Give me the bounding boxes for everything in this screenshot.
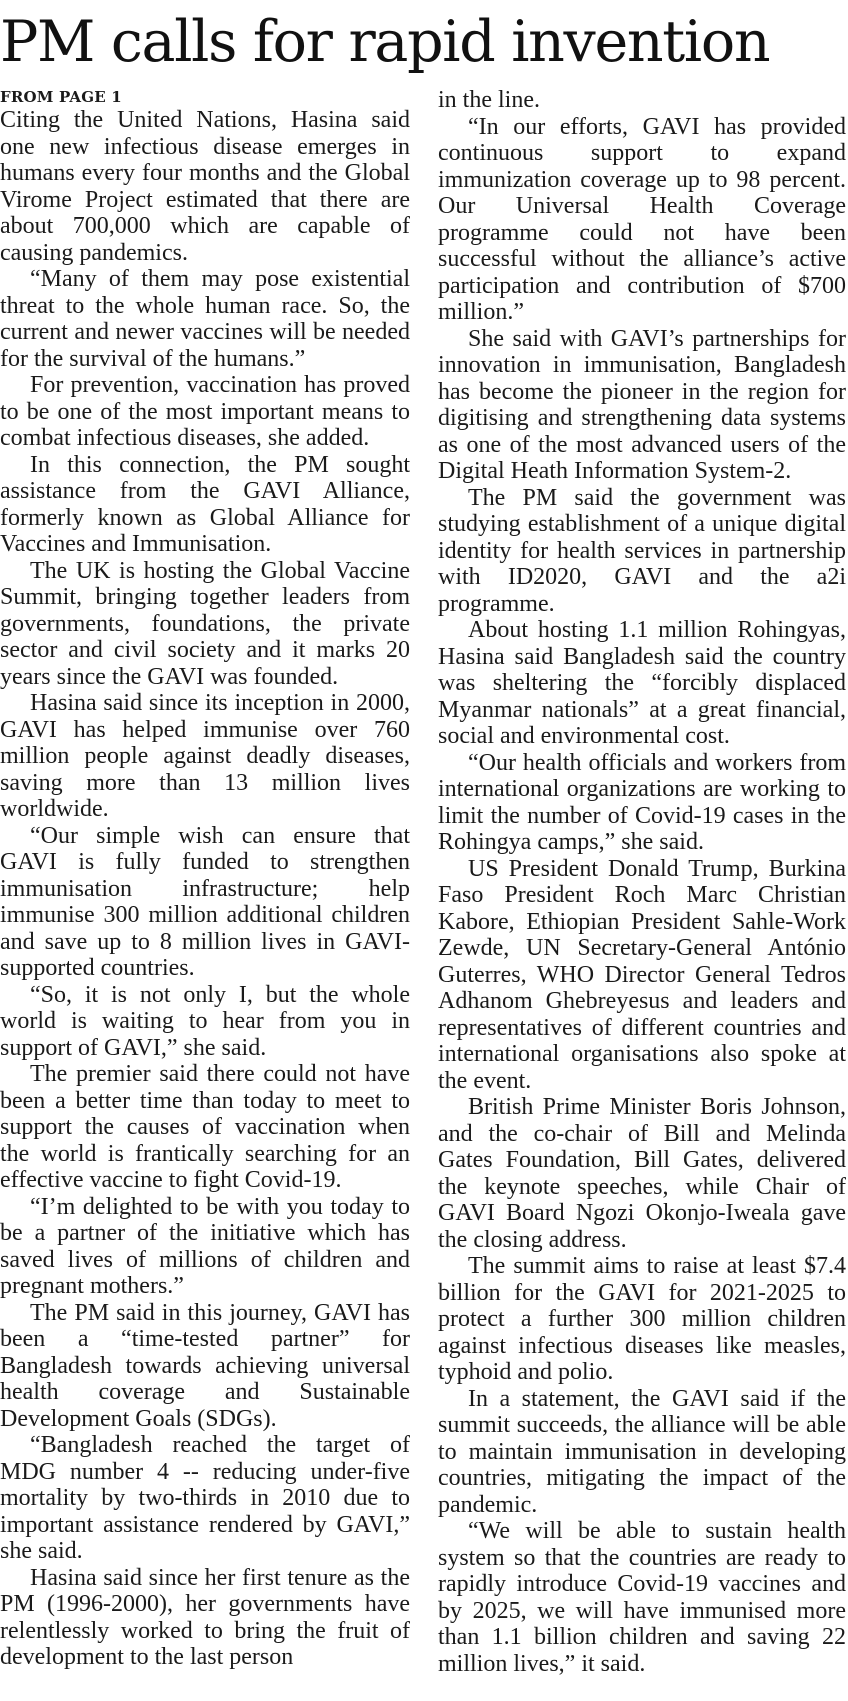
paragraph: Hasina said since its inception in 2000, GAVI has helped immunise over 760 million people against deadly diseases, saving more than 13 million lives worldwide. (0, 690, 410, 822)
paragraph: “In our efforts, GAVI has provided continuous support to expand immunization coverage up to 98 percent. Our Universal Health Coverage programme could not have been successful without the alliance’s active participation and contribution of $700 million.” (438, 113, 846, 325)
paragraph: “I’m delighted to be with you today to be a partner of the initiative which has saved lives of millions of children and pregnant mothers.” (0, 1193, 410, 1299)
paragraph: “Our health officials and workers from international organizations are working to limit the number of Covid-19 cases in the Rohingya camps,” she said. (438, 749, 846, 855)
paragraph: Hasina said since her first tenure as the PM (1996-2000), her governments have relentlessly worked to bring the fruit of development to the last person (0, 1564, 410, 1670)
paragraph: “We will be able to sustain health system so that the countries are ready to rapidly introduce Covid-19 vaccines and by 2025, we will have immunised more than 1.1 billion children and saving 22 million lives,” it said. (438, 1518, 846, 1677)
paragraph: British Prime Minister Boris Johnson, and the co-chair of Bill and Melinda Gates Foundation, Bill Gates, delivered the keynote speeches, while Chair of GAVI Board Ngozi Okonjo-Iweala gave the closing address. (438, 1094, 846, 1253)
continuation-line: in the line. (438, 87, 540, 113)
paragraph: “So, it is not only I, but the whole world is waiting to hear from you in support of GAVI,” she said. (0, 981, 410, 1061)
paragraph: “Our simple wish can ensure that GAVI is fully funded to strengthen immunisation infrastructure; help immunise 300 million additional children and save up to 8 million lives in GAVI-supported countries. (0, 822, 410, 981)
from-page-kicker: FROM PAGE 1 (0, 88, 122, 106)
paragraph: The PM said the government was studying establishment of a unique digital identity for health services in partnership with ID2020, GAVI and the a2i programme. (438, 484, 846, 617)
paragraph: In this connection, the PM sought assistance from the GAVI Alliance, formerly known as Global Alliance for Vaccines and Immunisation. (0, 451, 410, 557)
paragraph: “Bangladesh reached the target of MDG number 4 -- reducing under-five mortality by two-thirds in 2010 due to important assistance rendered by GAVI,” she said. (0, 1432, 410, 1564)
article-column-right (438, 87, 846, 1701)
article-column-left (0, 87, 410, 1701)
paragraph: The summit aims to raise at least $7.4 billion for the GAVI for 2021-2025 to protect a further 300 million children against infectious diseases like measles, typhoid and polio. (438, 1253, 846, 1385)
paragraph: “Many of them may pose existential threat to the whole human race. So, the current and newer vaccines will be needed for the survival of the humans.” (0, 266, 410, 372)
paragraph: The UK is hosting the Global Vaccine Summit, bringing together leaders from governments, foundations, the private sector and civil society and it marks 20 years since the GAVI was founded. (0, 557, 410, 690)
paragraph: In a statement, the GAVI said if the summit succeeds, the alliance will be able to maintain immunisation in developing countries, mitigating the impact of the pandemic. (438, 1385, 846, 1518)
paragraph: About hosting 1.1 million Rohingyas, Hasina said Bangladesh said the country was sheltering the “forcibly displaced Myanmar nationals” at a great financial, social and environmental cost. (438, 617, 846, 749)
paragraph: She said with GAVI’s partnerships for innovation in immunisation, Bangladesh has become the pioneer in the region for digitising and strengthening data systems as one of the most advanced users of the Digital Heath Information System-2. (438, 325, 846, 484)
paragraph: Citing the United Nations, Hasina said one new infectious disease emerges in humans every four months and the Global Virome Project estimated that there are about 700,000 which are capable of causing pandemics. (0, 107, 410, 266)
headline: PM calls for rapid invention (0, 9, 770, 75)
paragraph: The premier said there could not have been a better time than today to meet to support the causes of vaccination when the world is frantically searching for an effective vaccine to fight Covid-19. (0, 1061, 410, 1193)
paragraph: US President Donald Trump, Burkina Faso President Roch Marc Christian Kabore, Ethiopian President Sahle-Work Zewde, UN Secretary-General António Guterres, WHO Director General Tedros Adhanom Ghebreyesus and leaders and representatives of different countries and international organisations also spoke at the event. (438, 855, 846, 1094)
paragraph: The PM said in this journey, GAVI has been a “time-tested partner” for Bangladesh towards achieving universal health coverage and Sustainable Development Goals (SDGs). (0, 1299, 410, 1432)
paragraph: For prevention, vaccination has proved to be one of the most important means to combat infectious diseases, she added. (0, 372, 410, 451)
